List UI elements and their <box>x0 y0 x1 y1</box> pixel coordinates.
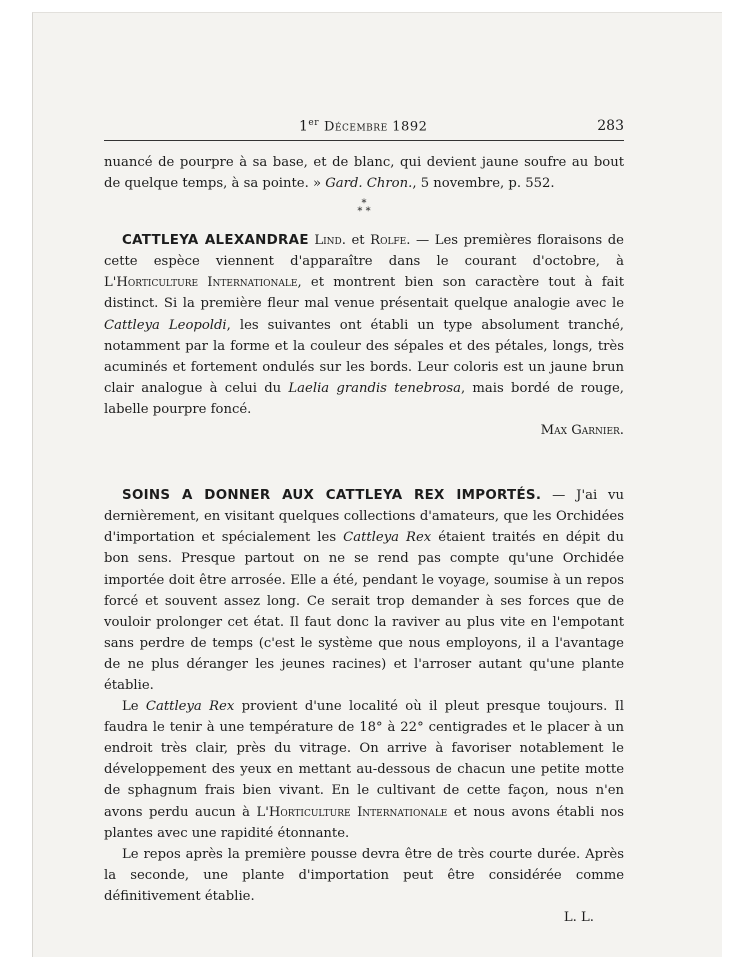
asterism <box>104 200 624 230</box>
species-name: Cattleya Rex <box>343 530 432 546</box>
intro-text: nuancé de pourpre à sa base, et de blanc, qui devient jaune soufre au bout de quelque temps, à sa pointe. » <box>104 155 624 192</box>
species-name: Cattleya Leopoldi <box>104 317 227 333</box>
paragraph-culture <box>104 696 624 844</box>
species-name: Cattleya Rex <box>145 699 235 715</box>
author-lind: Lind. <box>314 233 346 249</box>
date-month-year: Décembre 1892 <box>324 119 428 135</box>
date-ordinal-sup: er <box>308 118 320 128</box>
article-cattleya-alexandrae <box>104 230 624 420</box>
asterism-top: * <box>361 198 367 210</box>
signature-max-garnier: Max Garnier. <box>540 423 624 439</box>
species-name: Laelia grandis tenebrosa <box>288 380 461 396</box>
running-head <box>104 118 624 138</box>
body-text <box>104 152 624 928</box>
article-text: — J'ai vu dernièrement, en visitant quelques collections d'amateurs, que les Orchidées d'importation et spécialement les <box>104 488 624 546</box>
article-soins-cattleya-rex <box>104 485 624 696</box>
article-title: SOINS A DONNER AUX CATTLEYA REX IMPORTÉS. <box>122 488 542 504</box>
article-text: étaient traités en dépit du bon sens. Presque partout on ne se rend pas compte qu'une Orchidée importée doit être arrosée. Elle a été, pendant le voyage, soumise à un repos forcé et souvent assez long. Ce serait trop demander à ses forces que de vouloir prolonger cet état. Il faut donc la raviver au plus vite en l'empotant sans perdre de temps (c'est le système que nous employons, il a l'avantage de ne plus déranger les jeunes racines) et l'arroser autant qu'une plante établie. <box>104 530 624 693</box>
header-date <box>299 118 427 135</box>
intro-paragraph <box>104 152 624 194</box>
intro-source: Gard. Chron. <box>325 176 413 192</box>
section-gap <box>104 441 624 485</box>
article-text: — Les premières floraisons de cette espèce viennent d'apparaître dans le courant d'octobre, à <box>104 233 624 270</box>
intro-tail: , 5 novembre, p. 552. <box>412 176 555 192</box>
article-title: CATTLEYA ALEXANDRAE <box>122 233 309 249</box>
author-rolfe: Rolfe. <box>370 233 411 249</box>
asterism-bottom: * * <box>357 206 371 218</box>
article-text: , mais bordé de rouge, labelle pourpre foncé. <box>104 380 624 417</box>
article-text: , les suivantes ont établi un type absolument tranché, notamment par la forme et la couleur des sépales et des pétales, longs, très acuminés et fortement ondulés sur les bords. Leur coloris est un jaune brun clair analogue à celui du <box>104 317 625 396</box>
signature-ll: L. L. <box>563 910 594 925</box>
horticulture-name: L'Horticulture Internationale <box>256 804 448 820</box>
paragraph-text: Le <box>122 699 139 715</box>
page-number: 283 <box>597 118 624 134</box>
article-text: , et montrent bien son caractère tout à fait distinct. Si la première fleur mal venue présentait quelque analogie avec le <box>104 275 625 312</box>
author-and: et <box>351 233 365 249</box>
paragraph-repos <box>104 844 624 907</box>
header-rule <box>104 140 624 141</box>
date-ordinal: 1 <box>299 118 309 135</box>
paragraph-text: et nous avons établi nos plantes avec une rapidité étonnante. <box>104 804 625 841</box>
horticulture-name: L'Horticulture Internationale <box>104 275 298 291</box>
paragraph-text: Le repos après la première pousse devra être de très courte durée. Après la seconde, une plante d'importation peut être considérée comme définitivement établie. <box>104 846 624 904</box>
paragraph-text: provient d'une localité où il pleut presque toujours. Il faudra le tenir à une température de 18° à 22° centigrades et le placer à un endroit très clair, près du vitrage. On arrive à favoriser notablement le développement des yeux en mettant au-dessous de chacun une petite motte de sphagnum frais bien vivant. En le cultivant de cette façon, nous n'en avons perdu aucun à <box>104 699 624 820</box>
